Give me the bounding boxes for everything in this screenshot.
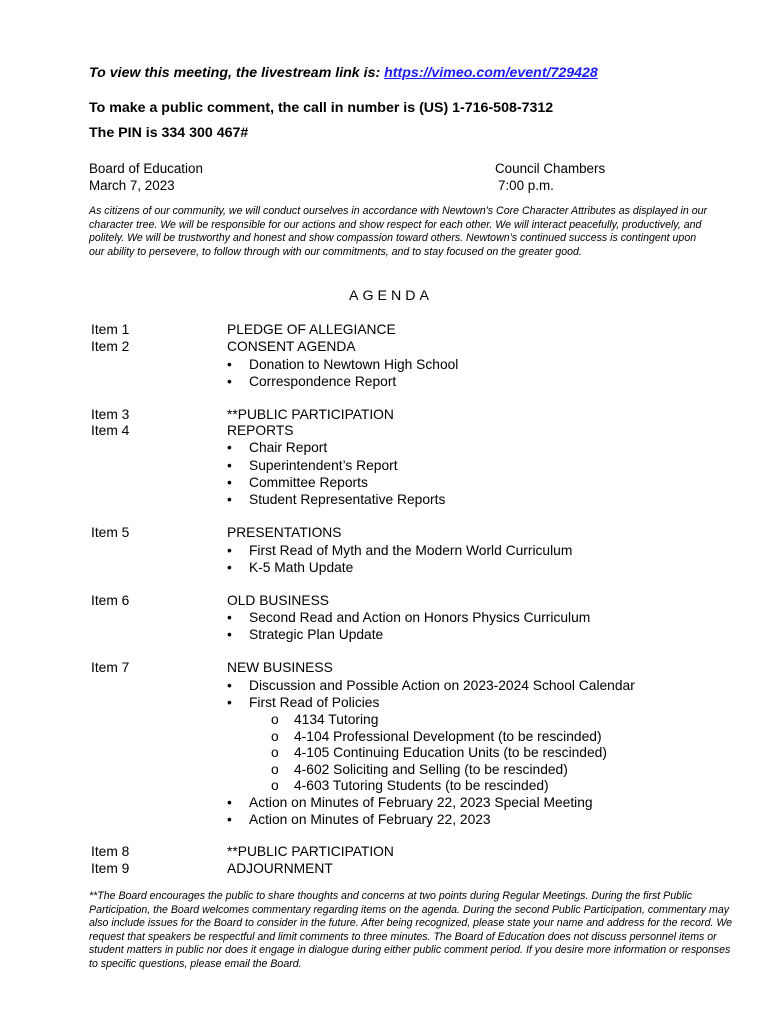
public-comment-line: To make a public comment, the call in number is (US) 1-716-508-7312 bbox=[89, 100, 554, 116]
agenda-bullet: • K-5 Math Update bbox=[227, 560, 354, 575]
agenda-bullet: • Action on Minutes of February 22, 2023 bbox=[227, 812, 491, 827]
livestream-prefix: To view this meeting, the livestream link is: bbox=[89, 65, 385, 81]
item-label: Item 3 bbox=[91, 407, 130, 422]
item-title: OLD BUSINESS bbox=[227, 593, 329, 608]
livestream-link[interactable]: https://vimeo.com/event/729428 bbox=[384, 65, 598, 81]
agenda-bullet: • Action on Minutes of February 22, 2023 Special Meeting bbox=[227, 795, 593, 810]
agenda-bullet: • Committee Reports bbox=[227, 475, 368, 490]
pin-line: The PIN is 334 300 467# bbox=[89, 125, 249, 141]
item-label: Item 1 bbox=[91, 322, 130, 337]
agenda-title: AGENDA bbox=[349, 288, 433, 304]
item-title: REPORTS bbox=[227, 423, 294, 438]
agenda-sub-bullet: o 4-104 Professional Development (to be rescinded) bbox=[271, 729, 602, 744]
item-label: Item 2 bbox=[91, 339, 130, 354]
item-title: PLEDGE OF ALLEGIANCE bbox=[227, 322, 396, 337]
meeting-board: Board of Education bbox=[89, 161, 203, 176]
livestream-line bbox=[89, 65, 598, 81]
agenda-bullet: • Second Read and Action on Honors Physics Curriculum bbox=[227, 610, 591, 625]
item-label: Item 6 bbox=[91, 593, 130, 608]
agenda-sub-bullet: o 4134 Tutoring bbox=[271, 712, 379, 727]
item-title: **PUBLIC PARTICIPATION bbox=[227, 407, 394, 422]
item-label: Item 7 bbox=[91, 660, 130, 675]
agenda-sub-bullet: o 4-105 Continuing Education Units (to be rescinded) bbox=[271, 745, 607, 760]
meeting-location: Council Chambers bbox=[495, 161, 606, 176]
agenda-sub-bullet: o 4-602 Soliciting and Selling (to be rescinded) bbox=[271, 762, 568, 777]
agenda-bullet: • Discussion and Possible Action on 2023-2024 School Calendar bbox=[227, 678, 635, 693]
agenda-bullet: • First Read of Myth and the Modern World Curriculum bbox=[227, 543, 573, 558]
item-title: **PUBLIC PARTICIPATION bbox=[227, 844, 394, 859]
agenda-bullet: • Donation to Newtown High School bbox=[227, 357, 459, 372]
agenda-bullet: • First Read of Policies bbox=[227, 695, 380, 710]
core-character-statement: As citizens of our community, we will conduct ourselves in accordance with Newtown’s Core Character Attributes as displayed in our character tree. We will be responsible for our actions and show respect for each other. We will interact peacefully, productively, and politely. We will be trustworthy and honest and show compassion toward others. Newtown’s continued success is contingent upon our ability to persevere, to follow through with our commitments, and to stay focused on the greater good. bbox=[89, 205, 708, 258]
item-label: Item 4 bbox=[91, 423, 130, 438]
item-label: Item 9 bbox=[91, 861, 130, 876]
item-label: Item 8 bbox=[91, 844, 130, 859]
agenda-bullet: • Superintendent’s Report bbox=[227, 458, 398, 473]
agenda-sub-bullet: o 4-603 Tutoring Students (to be rescinded) bbox=[271, 778, 549, 793]
public-participation-footnote: **The Board encourages the public to share thoughts and concerns at two points during Regular Meetings. During the first Public Participation, the Board welcomes commentary regarding items on the agenda. During the second Public Participation, commentary may also include issues for the Board to consider in the future. After being recognized, please state your name and address for the record. We request that speakers be respectful and limit comments to three minutes. The Board of Education does not discuss personnel items or student matters in public nor does it engage in dialogue during either public comment period. If you desire more information or responses to specific questions, please email the Board. bbox=[89, 890, 733, 970]
item-title: ADJOURNMENT bbox=[227, 861, 333, 876]
item-title: NEW BUSINESS bbox=[227, 660, 333, 675]
meeting-date: March 7, 2023 bbox=[89, 178, 175, 193]
item-label: Item 5 bbox=[91, 525, 130, 540]
agenda-bullet: • Chair Report bbox=[227, 440, 328, 455]
agenda-bullet: • Correspondence Report bbox=[227, 374, 397, 389]
agenda-bullet: • Strategic Plan Update bbox=[227, 627, 384, 642]
item-title: CONSENT AGENDA bbox=[227, 339, 356, 354]
item-title: PRESENTATIONS bbox=[227, 525, 342, 540]
meeting-time: 7:00 p.m. bbox=[498, 178, 554, 193]
agenda-bullet: • Student Representative Reports bbox=[227, 492, 446, 507]
